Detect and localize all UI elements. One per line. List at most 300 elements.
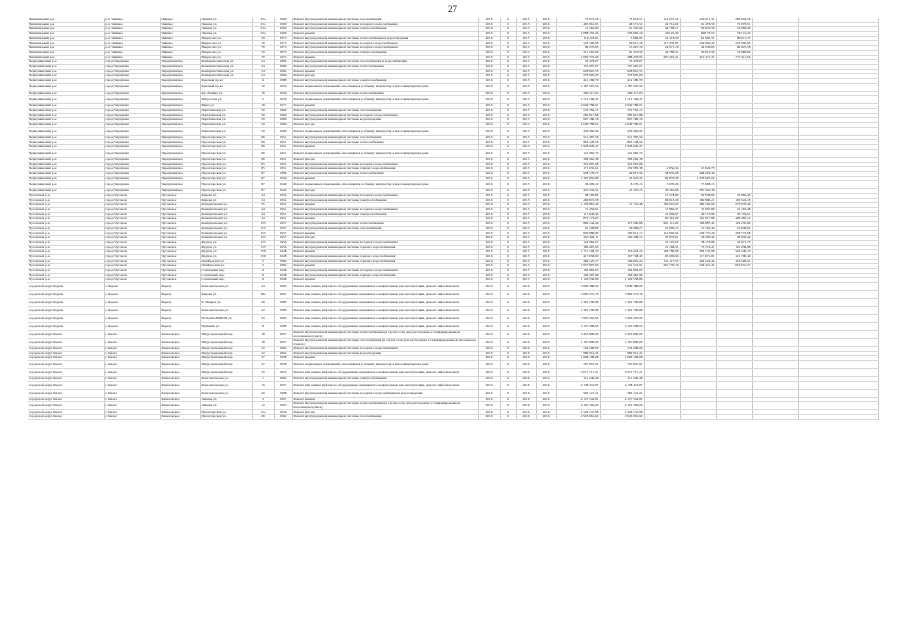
table-cell: 203 494,11 xyxy=(556,236,600,241)
table-cell: Фрунзе ул. xyxy=(200,240,252,245)
table-cell: 2016 xyxy=(536,307,556,315)
table-cell: 6 xyxy=(500,113,516,118)
table-cell: Пролетарская ул. xyxy=(200,162,252,167)
table-cell: 2016 xyxy=(478,193,500,198)
table-cell xyxy=(716,96,752,104)
table-cell: 2016 xyxy=(478,135,500,140)
table-cell: 1973 xyxy=(274,36,292,41)
table-cell: 18 xyxy=(252,104,274,109)
table-cell: Ремонт или замена лифтового оборудования, признанного непригодным для эксплуатации, ремонт лифтовых шахт xyxy=(292,283,478,291)
table-cell: 59 xyxy=(252,127,274,135)
table-cell: 290 872,58 xyxy=(556,198,600,203)
table-cell: 2016 xyxy=(536,162,556,167)
table-cell: 6 xyxy=(500,78,516,83)
table-cell: 129 524,18 xyxy=(716,198,752,203)
table-cell: 6 xyxy=(500,96,516,104)
table-cell: городской округ Кизел xyxy=(28,397,104,402)
table-cell: 2015 xyxy=(516,278,536,283)
table-cell: 502 540,19 xyxy=(716,250,752,255)
table-cell: 2016 xyxy=(478,157,500,162)
table-cell: Ремонт внутридомовой инженерной системы газоснабжения xyxy=(292,18,478,22)
table-cell: 884 144,44 xyxy=(556,222,600,227)
table-cell: 6 xyxy=(500,208,516,213)
table-cell: 155 267,07 xyxy=(556,64,600,69)
table-cell: 44 xyxy=(252,208,274,213)
table-cell: Чернушинское xyxy=(160,167,200,172)
table-cell: 1948 xyxy=(274,254,292,259)
table-cell: 283 817,88 xyxy=(600,113,644,118)
table-cell: Ремонт внутридомовой инженерной системы электроснабжения xyxy=(292,27,478,32)
table-cell: Ремонт внутридомовой инженерной системы холодного водоснабжения и водоотведения xyxy=(292,389,478,397)
table-cell: 1986 xyxy=(274,307,292,315)
table-cell: 2016 xyxy=(536,250,556,255)
table-cell: Кизеловское xyxy=(160,356,200,361)
table-cell: 2016 xyxy=(478,339,500,347)
table-cell: Некрасова ул. xyxy=(200,36,252,41)
table-cell: 419 242,52 xyxy=(556,189,600,194)
table-cell: Чернушинский р-н xyxy=(28,162,104,167)
table-cell: 1990 xyxy=(274,315,292,323)
table-cell: Чернушинское xyxy=(160,104,200,109)
table-cell: 89 011,35 xyxy=(716,36,752,41)
table-cell: 2016 xyxy=(516,410,536,415)
table-cell: 1977 xyxy=(274,104,292,109)
table-cell: 2 943 961,62 xyxy=(600,415,644,420)
table-cell: 2015 xyxy=(516,193,536,198)
table-cell: Красный пр-кт xyxy=(200,78,252,83)
table-cell: Чусовской р-н xyxy=(28,245,104,250)
table-cell xyxy=(716,323,752,331)
table-cell: Индустриальный пер. xyxy=(200,361,252,369)
table-cell: 72 976,51 xyxy=(716,22,752,27)
table-cell: Некрасова ул. xyxy=(200,41,252,46)
table-cell: 872 173,63 xyxy=(556,217,600,222)
table-cell: Ремонт или замена лифтового оборудования, признанного непригодным для эксплуатации, ремонт лифтовых шахт xyxy=(292,291,478,299)
table-cell: 1948 xyxy=(274,273,292,278)
table-cell: 2015 xyxy=(516,208,536,213)
table-cell xyxy=(716,415,752,420)
table-cell: 161 617,88 xyxy=(680,217,716,222)
table-cell: 2016 xyxy=(536,91,556,96)
table-cell: 1 712 196,47 xyxy=(556,96,600,104)
table-cell: 100 612,17 xyxy=(600,231,644,236)
table-cell: 6 xyxy=(500,162,516,167)
table-cell: 6 xyxy=(500,69,516,74)
table-cell: г. Кизел xyxy=(104,356,160,361)
table-cell: 35 xyxy=(252,369,274,377)
table-cell: 2016 xyxy=(478,212,500,217)
table-cell: Кирова ул. xyxy=(200,193,252,198)
table-cell: 140 408,15 xyxy=(600,236,644,241)
table-cell: 2016 xyxy=(478,83,500,91)
table-cell: 2016 xyxy=(536,299,556,307)
table-cell: 2016 xyxy=(536,176,556,181)
table-cell: Кизеловское xyxy=(160,351,200,356)
table-cell: Чишмінський р-н xyxy=(28,27,104,32)
table-cell: городской округ Кизел xyxy=(28,361,104,369)
table-cell: 2016 xyxy=(478,347,500,352)
table-cell xyxy=(644,283,680,291)
table-cell: 6 xyxy=(500,356,516,361)
table-cell: 2015 xyxy=(516,22,536,27)
table-cell: 59 xyxy=(252,113,274,118)
table-cell: Чишмінський р-н xyxy=(28,36,104,41)
table-cell: 6 xyxy=(500,273,516,278)
table-cell: 6 xyxy=(500,377,516,382)
table-cell: 2016 xyxy=(536,36,556,41)
table-cell: 2016 xyxy=(536,356,556,361)
table-cell: 93 813,59 xyxy=(680,50,716,55)
table-cell-empty xyxy=(752,149,798,157)
table-cell: 2016 xyxy=(478,69,500,74)
table-cell: 1948 xyxy=(274,268,292,273)
table-cell-empty xyxy=(798,389,878,397)
table-cell: 73 618,57 xyxy=(600,18,644,22)
table-cell: 53 478,07 xyxy=(556,60,600,65)
table-cell: 121 790,40 xyxy=(716,254,752,259)
table-cell: 1 187 297,54 xyxy=(600,83,644,91)
table-cell: 2016 xyxy=(478,377,500,382)
table-cell: Чишмы xyxy=(160,41,200,46)
table-cell: 2016 xyxy=(478,356,500,361)
table-cell: Чернушинское xyxy=(160,118,200,123)
table-cell: 6 xyxy=(500,402,516,410)
table-cell: 2015 xyxy=(516,240,536,245)
table-cell: 2016 xyxy=(536,50,556,55)
table-cell: Ремонт крыши xyxy=(292,32,478,37)
table-cell: 2016 xyxy=(536,369,556,377)
table-cell: 6 xyxy=(500,291,516,299)
table-cell: 570 762,15 xyxy=(600,109,644,114)
table-cell: 59 xyxy=(252,109,274,114)
table-cell: 6 xyxy=(500,415,516,420)
table-cell-empty xyxy=(752,402,798,410)
table-cell: 2016 xyxy=(536,222,556,227)
table-cell: 6 xyxy=(500,307,516,315)
table-cell: Чернушинское xyxy=(160,96,200,104)
table-row xyxy=(28,339,878,347)
table-cell: 2015 xyxy=(516,69,536,74)
table-cell: 153 xyxy=(252,240,274,245)
table-cell: 2016 xyxy=(478,240,500,245)
table-cell xyxy=(680,389,716,397)
table-cell: 3 455 800,00 xyxy=(600,331,644,339)
table-cell: 2016 xyxy=(536,189,556,194)
table-cell: 767 810,91 xyxy=(600,361,644,369)
table-cell: 288 476,95 xyxy=(600,55,644,60)
table-cell: Ленина ул. xyxy=(200,18,252,22)
table-cell: 87 xyxy=(252,171,274,176)
table-cell: 70 xyxy=(252,55,274,60)
table-cell xyxy=(680,315,716,323)
table-cell: Чусовское xyxy=(160,193,200,198)
table-cell: г. Кизел xyxy=(104,377,160,382)
table-cell: 6 xyxy=(500,18,516,22)
table-cell: 409 485,12 xyxy=(716,217,752,222)
table-cell: Кизеловское xyxy=(160,402,200,410)
table-cell: 1962 xyxy=(274,347,292,352)
table-cell: Чернушинский р-н xyxy=(28,123,104,128)
table-cell: 6 xyxy=(500,410,516,415)
table-cell: 2015 xyxy=(516,231,536,236)
table-cell: 1955 xyxy=(274,369,292,377)
table-cell: город Чернушка xyxy=(104,176,160,181)
table-cell: Кизеловское xyxy=(160,347,200,352)
table-cell: 6 xyxy=(500,217,516,222)
table-cell: 22 xyxy=(252,307,274,315)
table-cell: 6 xyxy=(500,222,516,227)
table-cell: 61 905,31 xyxy=(680,36,716,41)
table-cell: 1969 xyxy=(274,22,292,27)
table-cell: Ремонт крыши xyxy=(292,264,478,269)
table-cell: Березн xyxy=(160,323,200,331)
table-cell xyxy=(680,415,716,420)
table-cell: 25а xyxy=(252,22,274,27)
table-cell: Пролетарская ул. xyxy=(200,415,252,420)
table-cell: 20 xyxy=(252,389,274,397)
table-cell xyxy=(716,381,752,389)
table-cell: Чернушинский р-н xyxy=(28,127,104,135)
table-cell: 3 125 398,63 xyxy=(556,323,600,331)
table-cell: 1 167 806,00 xyxy=(556,339,600,347)
table-cell: 73 975,59 xyxy=(556,18,600,22)
table-cell: 199 001,24 xyxy=(600,259,644,264)
table-cell: Ремонт внутридомовой инженерной системы горячего водоснабжения xyxy=(292,259,478,264)
table-cell: город Чернушка xyxy=(104,113,160,118)
table-cell: 2016 xyxy=(536,149,556,157)
table-cell: 1969 xyxy=(274,32,292,37)
table-cell: 2016 xyxy=(478,278,500,283)
table-cell: город Чусовой xyxy=(104,226,160,231)
table-cell: 5 970,09 xyxy=(644,181,680,189)
table-cell: 70 xyxy=(252,41,274,46)
table-cell: городской округ Березн xyxy=(28,307,104,315)
table-cell: 38а xyxy=(252,291,274,299)
table-cell: Ремонт крыши xyxy=(292,356,478,361)
table-cell: Чернушинский р-н xyxy=(28,181,104,189)
table-cell: 2015 xyxy=(516,50,536,55)
table-cell: 111 946,34 xyxy=(556,212,600,217)
table-cell: 18 xyxy=(252,339,274,347)
table-cell: Ремонт крыши xyxy=(292,250,478,255)
table-cell: Чернушинский р-н xyxy=(28,113,104,118)
table-cell: 186 497,93 xyxy=(556,245,600,250)
table-cell: Ремонт внутридомовой инженерной системы теплоснабжения и водоотведения xyxy=(292,36,478,41)
table-cell: 283 817,88 xyxy=(556,113,600,118)
table-cell: г. Березн xyxy=(104,323,160,331)
table-cell: 2016 xyxy=(478,78,500,83)
table-cell: 2016 xyxy=(478,397,500,402)
table-cell: 11 xyxy=(252,273,274,278)
table-cell: 15 822,75 xyxy=(680,167,716,172)
table-cell: 2016 xyxy=(478,203,500,208)
table-cell xyxy=(716,149,752,157)
table-cell: 1963 xyxy=(274,402,292,410)
table-cell: 50 638,69 xyxy=(680,193,716,198)
table-cell: Чернушинское xyxy=(160,74,200,79)
table-cell xyxy=(644,339,680,347)
table-cell: 44 xyxy=(252,217,274,222)
table-cell: г. Кизел xyxy=(104,351,160,356)
table-cell-empty xyxy=(798,415,878,420)
table-cell: 3 071 717,21 xyxy=(600,369,644,377)
table-cell: 1973 xyxy=(274,41,292,46)
table-cell: 2015 xyxy=(516,118,536,123)
table-cell: 2016 xyxy=(478,323,500,331)
table-cell: Кр. Ленина ул. xyxy=(200,91,252,96)
table-cell: 69 925,56 xyxy=(716,46,752,51)
table-cell xyxy=(644,299,680,307)
table-cell: Ремонт или замена лифтового оборудования, признанного непригодным для эксплуатации, ремонт лифтовых шахт xyxy=(292,307,478,315)
table-cell: г. Березн xyxy=(104,291,160,299)
table-cell: Чусовской р-н xyxy=(28,254,104,259)
table-cell: город Чернушка xyxy=(104,157,160,162)
table-cell: городской округ Кизел xyxy=(28,356,104,361)
table-cell: Пролетарская ул. xyxy=(200,149,252,157)
table-cell: Чернушинский р-н xyxy=(28,78,104,83)
table-cell: 15 478,80 xyxy=(644,193,680,198)
table-cell: 264 224,42 xyxy=(680,259,716,264)
table-cell: 2016 xyxy=(516,381,536,389)
table-cell: Ремонт внутридомовой инженерной системы холодного водоснабжения xyxy=(292,22,478,27)
table-cell: 2016 xyxy=(478,162,500,167)
table-cell xyxy=(680,339,716,347)
table-cell: 543 596,98 xyxy=(556,41,600,46)
table-cell: 1962 xyxy=(274,415,292,420)
table-cell-empty xyxy=(798,299,878,307)
table-cell: Ремонт крыши xyxy=(292,104,478,109)
table-cell: Чернушинское xyxy=(160,91,200,96)
table-cell: 6 xyxy=(500,189,516,194)
table-cell: Коммунальная ул. xyxy=(200,236,252,241)
table-cell: 1969 xyxy=(274,109,292,114)
table-cell: 2016 xyxy=(536,339,556,347)
table-cell: г. Кизел xyxy=(104,415,160,420)
table-cell: 2 049 786,01 xyxy=(556,123,600,128)
table-cell: город Чернушка xyxy=(104,171,160,176)
table-cell: 6 xyxy=(500,167,516,172)
table-cell: 101 638,98 xyxy=(716,245,752,250)
table-cell: 2015 xyxy=(516,250,536,255)
table-cell: 2016 xyxy=(536,217,556,222)
table-cell: 1973 xyxy=(274,50,292,55)
table-cell xyxy=(716,339,752,347)
table-cell: 2015 xyxy=(516,109,536,114)
table-cell: 6 xyxy=(500,381,516,389)
table-cell: 6 xyxy=(500,22,516,27)
table-cell-empty xyxy=(752,83,798,91)
table-cell xyxy=(716,299,752,307)
table-cell: 1 301 790,86 xyxy=(556,299,600,307)
table-cell: Ремонт крыши xyxy=(292,176,478,181)
table-cell: 1 xyxy=(252,377,274,382)
table-cell: город Чернушка xyxy=(104,83,160,91)
table-cell: г. Кизел xyxy=(104,331,160,339)
table-cell: Кизеловское xyxy=(160,377,200,382)
table-cell: Октябрьская ул. xyxy=(200,259,252,264)
table-cell: р.п. Чишмы xyxy=(104,46,160,51)
table-cell: 322 097,08 xyxy=(556,162,600,167)
table-cell: 1982 xyxy=(274,264,292,269)
table-cell: Чусовское xyxy=(160,278,200,283)
table-cell: 2015 xyxy=(516,171,536,176)
table-cell: 2015 xyxy=(516,217,536,222)
table-cell: 70 xyxy=(252,46,274,51)
table-cell: 153 xyxy=(252,245,274,250)
table-cell: Мира ул. xyxy=(200,104,252,109)
table-cell xyxy=(680,323,716,331)
table-cell: 1951 xyxy=(274,140,292,145)
table-cell: 829 886,60 xyxy=(556,231,600,236)
table-cell: Ремонт внутридомовой инженерной системы теплоснабжения (в случае если дом расположен в газифицированном населенном пункте) xyxy=(292,402,478,410)
table-cell: Чишмінський р-н xyxy=(28,41,104,46)
table-cell: 416 91,39 xyxy=(644,32,680,37)
table-cell xyxy=(680,149,716,157)
table-cell: Чернушинский р-н xyxy=(28,96,104,104)
table-cell: Чишмінський р-н xyxy=(28,46,104,51)
table-cell: Чернушинское xyxy=(160,83,200,91)
table-cell: городской округ Кизел xyxy=(28,377,104,382)
table-cell: Кизеловское xyxy=(160,361,200,369)
table-cell: 2016 xyxy=(536,240,556,245)
table-cell: 1973 xyxy=(274,46,292,51)
table-cell: 417 658,00 xyxy=(556,254,600,259)
table-cell: Ремонт внутридомовой инженерной системы горячего водоснабжения xyxy=(292,245,478,250)
table-cell: 73 716,47 xyxy=(680,245,716,250)
table-cell: 2016 xyxy=(478,41,500,46)
table-cell: город Чернушка xyxy=(104,74,160,79)
table-cell: 2016 xyxy=(516,402,536,410)
table-cell: Коммунистическая ул. xyxy=(200,74,252,79)
table-cell: 2016 xyxy=(536,22,556,27)
table-cell: 1969 xyxy=(274,18,292,22)
table-cell: 25а xyxy=(252,27,274,32)
table-cell: Ремонт внутридомовой инженерной системы электроснабжения xyxy=(292,377,478,382)
table-cell: Чишмы xyxy=(160,22,200,27)
table-cell: Ремонт крыши xyxy=(292,203,478,208)
table-cell: 1951 xyxy=(274,162,292,167)
table-cell: город Чусовой xyxy=(104,236,160,241)
table-cell: 2016 xyxy=(536,123,556,128)
table-cell: 2015 xyxy=(516,268,536,273)
table-cell: Чусовской р-н xyxy=(28,198,104,203)
table-cell: 11 884,37 xyxy=(644,208,680,213)
table-cell xyxy=(716,307,752,315)
table-cell: город Чернушка xyxy=(104,140,160,145)
table-cell: 8 170,13 xyxy=(600,181,644,189)
table-cell: 2016 xyxy=(478,32,500,37)
table-cell: р.п. Чишмы xyxy=(104,32,160,37)
table-cell: Чернушинский р-н xyxy=(28,64,104,69)
table-cell: 8 xyxy=(252,323,274,331)
table-cell: 20 976,61 xyxy=(644,236,680,241)
table-cell: Кизеловское xyxy=(160,369,200,377)
table-cell: 1982 xyxy=(274,259,292,264)
table-cell: 1 003 375,06 xyxy=(556,55,600,60)
table-cell: Чусовское xyxy=(160,203,200,208)
table-cell: 512 387,56 xyxy=(556,135,600,140)
table-cell: 2015 xyxy=(516,189,536,194)
table-cell: Ремонт или замена лифтового оборудования, признанного непригодным для эксплуатации, ремонт лифтовых шахт xyxy=(292,299,478,307)
table-cell: Ремонт подвальных помещений, относящихся к общему имуществу в многоквартирном доме xyxy=(292,83,478,91)
table-cell: 61 592,94 xyxy=(600,27,644,32)
table-cell-empty xyxy=(752,315,798,323)
table-cell: Ремонт крыши xyxy=(292,55,478,60)
table-cell: Ремонт внутридомовой инженерной системы теплоснабжения xyxy=(292,140,478,145)
table-cell: Чернушинский р-н xyxy=(28,109,104,114)
table-cell: Чернушинское xyxy=(160,140,200,145)
table-cell: город Чернушка xyxy=(104,60,160,65)
